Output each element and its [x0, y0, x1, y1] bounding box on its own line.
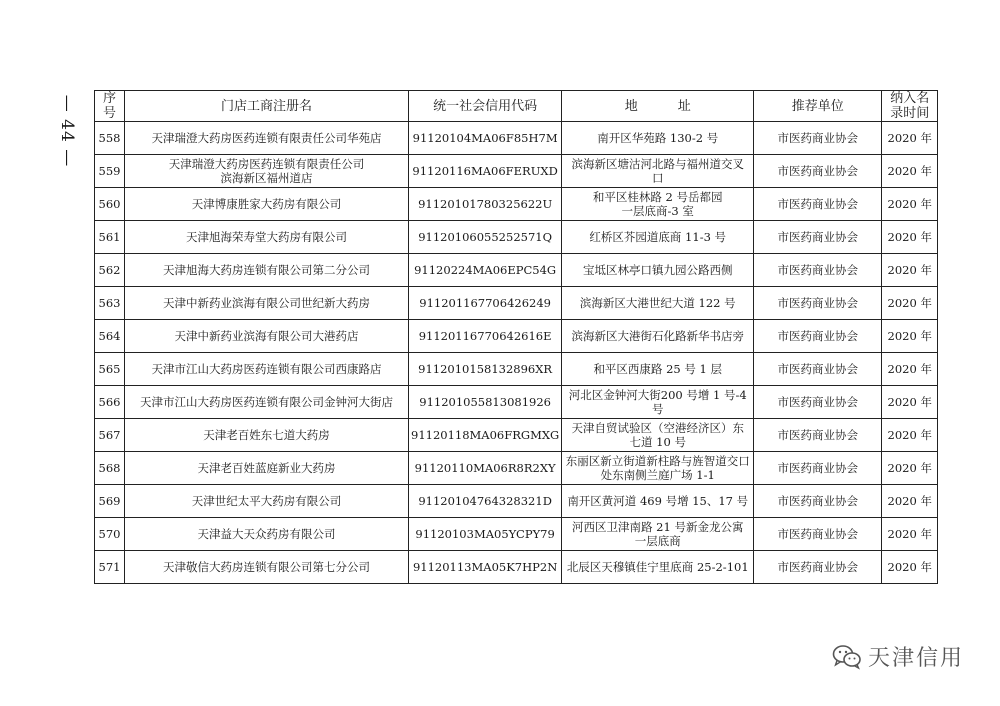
cell-credit-code: 91120103MA05YCPY79: [409, 518, 562, 551]
cell-recommending-unit: 市医药商业协会: [754, 551, 882, 584]
cell-seq: 570: [95, 518, 125, 551]
cell-store-name: 天津博康胜家大药房有限公司: [125, 188, 409, 221]
cell-store-name: 天津益大天众药房有限公司: [125, 518, 409, 551]
cell-seq: 564: [95, 320, 125, 353]
cell-recommending-unit: 市医药商业协会: [754, 254, 882, 287]
cell-seq: 558: [95, 122, 125, 155]
table-row: [95, 386, 938, 419]
cell-store-name: 天津市江山大药房医药连锁有限公司金钟河大街店: [125, 386, 409, 419]
table-row: [95, 155, 938, 188]
cell-address: 南开区黄河道 469 号增 15、17 号: [562, 485, 754, 518]
cell-credit-code: 91120104MA06F85H7M: [409, 122, 562, 155]
cell-recommending-unit: 市医药商业协会: [754, 419, 882, 452]
cell-address: 滨海新区大港世纪大道 122 号: [562, 287, 754, 320]
header-address: [562, 91, 754, 122]
table-row: [95, 452, 938, 485]
cell-listing-time: 2020 年: [882, 353, 938, 386]
table-row: [95, 122, 938, 155]
cell-credit-code: 91120101780325622U: [409, 188, 562, 221]
header-listing-time: 纳入名 录时间: [882, 91, 938, 122]
table-row: [95, 485, 938, 518]
page-number-text: — 44 —: [57, 94, 78, 168]
cell-seq: 560: [95, 188, 125, 221]
cell-credit-code: 91120116MA06FERUXD: [409, 155, 562, 188]
cell-credit-code: 91120104764328321D: [409, 485, 562, 518]
cell-address: 东丽区新立街道新柱路与旌智道交口 处东南侧兰庭广场 1-1: [562, 452, 754, 485]
cell-listing-time: 2020 年: [882, 485, 938, 518]
cell-address: 宝坻区林亭口镇九园公路西侧: [562, 254, 754, 287]
cell-seq: 568: [95, 452, 125, 485]
header-store-name: 门店工商注册名: [125, 91, 409, 122]
pharmacy-list-table: [94, 90, 938, 584]
table-header-row: [95, 91, 938, 122]
cell-seq: 567: [95, 419, 125, 452]
cell-store-name: 天津瑞澄大药房医药连锁有限责任公司华苑店: [125, 122, 409, 155]
cell-recommending-unit: 市医药商业协会: [754, 386, 882, 419]
table-row: [95, 353, 938, 386]
cell-listing-time: 2020 年: [882, 551, 938, 584]
cell-seq: 565: [95, 353, 125, 386]
cell-address: 北辰区天穆镇佳宁里底商 25-2-101: [562, 551, 754, 584]
table-row: [95, 188, 938, 221]
cell-address: 河西区卫津南路 21 号新金龙公寓 一层底商: [562, 518, 754, 551]
cell-store-name: 天津世纪太平大药房有限公司: [125, 485, 409, 518]
cell-store-name: 天津老百姓蓝庭新业大药房: [125, 452, 409, 485]
header-address-a: 地: [624, 98, 638, 114]
cell-listing-time: 2020 年: [882, 221, 938, 254]
cell-listing-time: 2020 年: [882, 386, 938, 419]
cell-seq: 563: [95, 287, 125, 320]
cell-recommending-unit: 市医药商业协会: [754, 221, 882, 254]
cell-store-name: 天津中新药业滨海有限公司世纪新大药房: [125, 287, 409, 320]
cell-store-name: 天津中新药业滨海有限公司大港药店: [125, 320, 409, 353]
cell-address: 南开区华苑路 130-2 号: [562, 122, 754, 155]
cell-seq: 571: [95, 551, 125, 584]
table-row: [95, 254, 938, 287]
cell-address: 滨海新区塘沽河北路与福州道交叉 口: [562, 155, 754, 188]
cell-listing-time: 2020 年: [882, 518, 938, 551]
table-row: [95, 221, 938, 254]
cell-listing-time: 2020 年: [882, 254, 938, 287]
cell-credit-code: 91120116770642616E: [409, 320, 562, 353]
cell-credit-code: 91120224MA06EPC54G: [409, 254, 562, 287]
cell-listing-time: 2020 年: [882, 320, 938, 353]
page-number: [47, 96, 87, 166]
wechat-icon: [832, 644, 862, 670]
cell-recommending-unit: 市医药商业协会: [754, 320, 882, 353]
cell-listing-time: 2020 年: [882, 155, 938, 188]
cell-store-name: 天津市江山大药房医药连锁有限公司西康路店: [125, 353, 409, 386]
cell-seq: 559: [95, 155, 125, 188]
cell-credit-code: 911201167706426249: [409, 287, 562, 320]
cell-recommending-unit: 市医药商业协会: [754, 518, 882, 551]
cell-listing-time: 2020 年: [882, 419, 938, 452]
cell-seq: 566: [95, 386, 125, 419]
cell-credit-code: 91120113MA05K7HP2N: [409, 551, 562, 584]
cell-address: 河北区金钟河大街200 号增 1 号-4 号: [562, 386, 754, 419]
cell-recommending-unit: 市医药商业协会: [754, 287, 882, 320]
cell-listing-time: 2020 年: [882, 452, 938, 485]
table-row: [95, 419, 938, 452]
header-seq: 序 号: [95, 91, 125, 122]
cell-recommending-unit: 市医药商业协会: [754, 485, 882, 518]
table-row: [95, 287, 938, 320]
cell-seq: 561: [95, 221, 125, 254]
watermark-text: 天津信用: [867, 646, 964, 671]
header-recommending-unit: 推荐单位: [754, 91, 882, 122]
cell-address: 红桥区芥园道底商 11-3 号: [562, 221, 754, 254]
cell-credit-code: 91120118MA06FRGMXG: [409, 419, 562, 452]
cell-store-name: 天津瑞澄大药房医药连锁有限责任公司 滨海新区福州道店: [125, 155, 409, 188]
cell-seq: 562: [95, 254, 125, 287]
cell-store-name: 天津旭海大药房连锁有限公司第二分公司: [125, 254, 409, 287]
cell-recommending-unit: 市医药商业协会: [754, 353, 882, 386]
cell-listing-time: 2020 年: [882, 122, 938, 155]
cell-store-name: 天津旭海荣寿堂大药房有限公司: [125, 221, 409, 254]
watermark: [832, 641, 964, 672]
cell-recommending-unit: 市医药商业协会: [754, 188, 882, 221]
cell-credit-code: 91120110MA06R8R2XY: [409, 452, 562, 485]
cell-listing-time: 2020 年: [882, 287, 938, 320]
cell-credit-code: 9112010158132896XR: [409, 353, 562, 386]
header-address-b: 址: [677, 98, 691, 114]
cell-store-name: 天津老百姓东七道大药房: [125, 419, 409, 452]
cell-credit-code: 91120106055252571Q: [409, 221, 562, 254]
table-row: [95, 518, 938, 551]
cell-credit-code: 911201055813081926: [409, 386, 562, 419]
cell-address: 天津自贸试验区（空港经济区）东 七道 10 号: [562, 419, 754, 452]
cell-store-name: 天津敬信大药房连锁有限公司第七分公司: [125, 551, 409, 584]
cell-address: 和平区桂林路 2 号岳都园 一层底商-3 室: [562, 188, 754, 221]
cell-listing-time: 2020 年: [882, 188, 938, 221]
table-row: [95, 320, 938, 353]
cell-seq: 569: [95, 485, 125, 518]
header-credit-code: 统一社会信用代码: [409, 91, 562, 122]
cell-recommending-unit: 市医药商业协会: [754, 452, 882, 485]
cell-recommending-unit: 市医药商业协会: [754, 122, 882, 155]
table-row: [95, 551, 938, 584]
cell-address: 滨海新区大港街石化路新华书店旁: [562, 320, 754, 353]
cell-recommending-unit: 市医药商业协会: [754, 155, 882, 188]
cell-address: 和平区西康路 25 号 1 层: [562, 353, 754, 386]
